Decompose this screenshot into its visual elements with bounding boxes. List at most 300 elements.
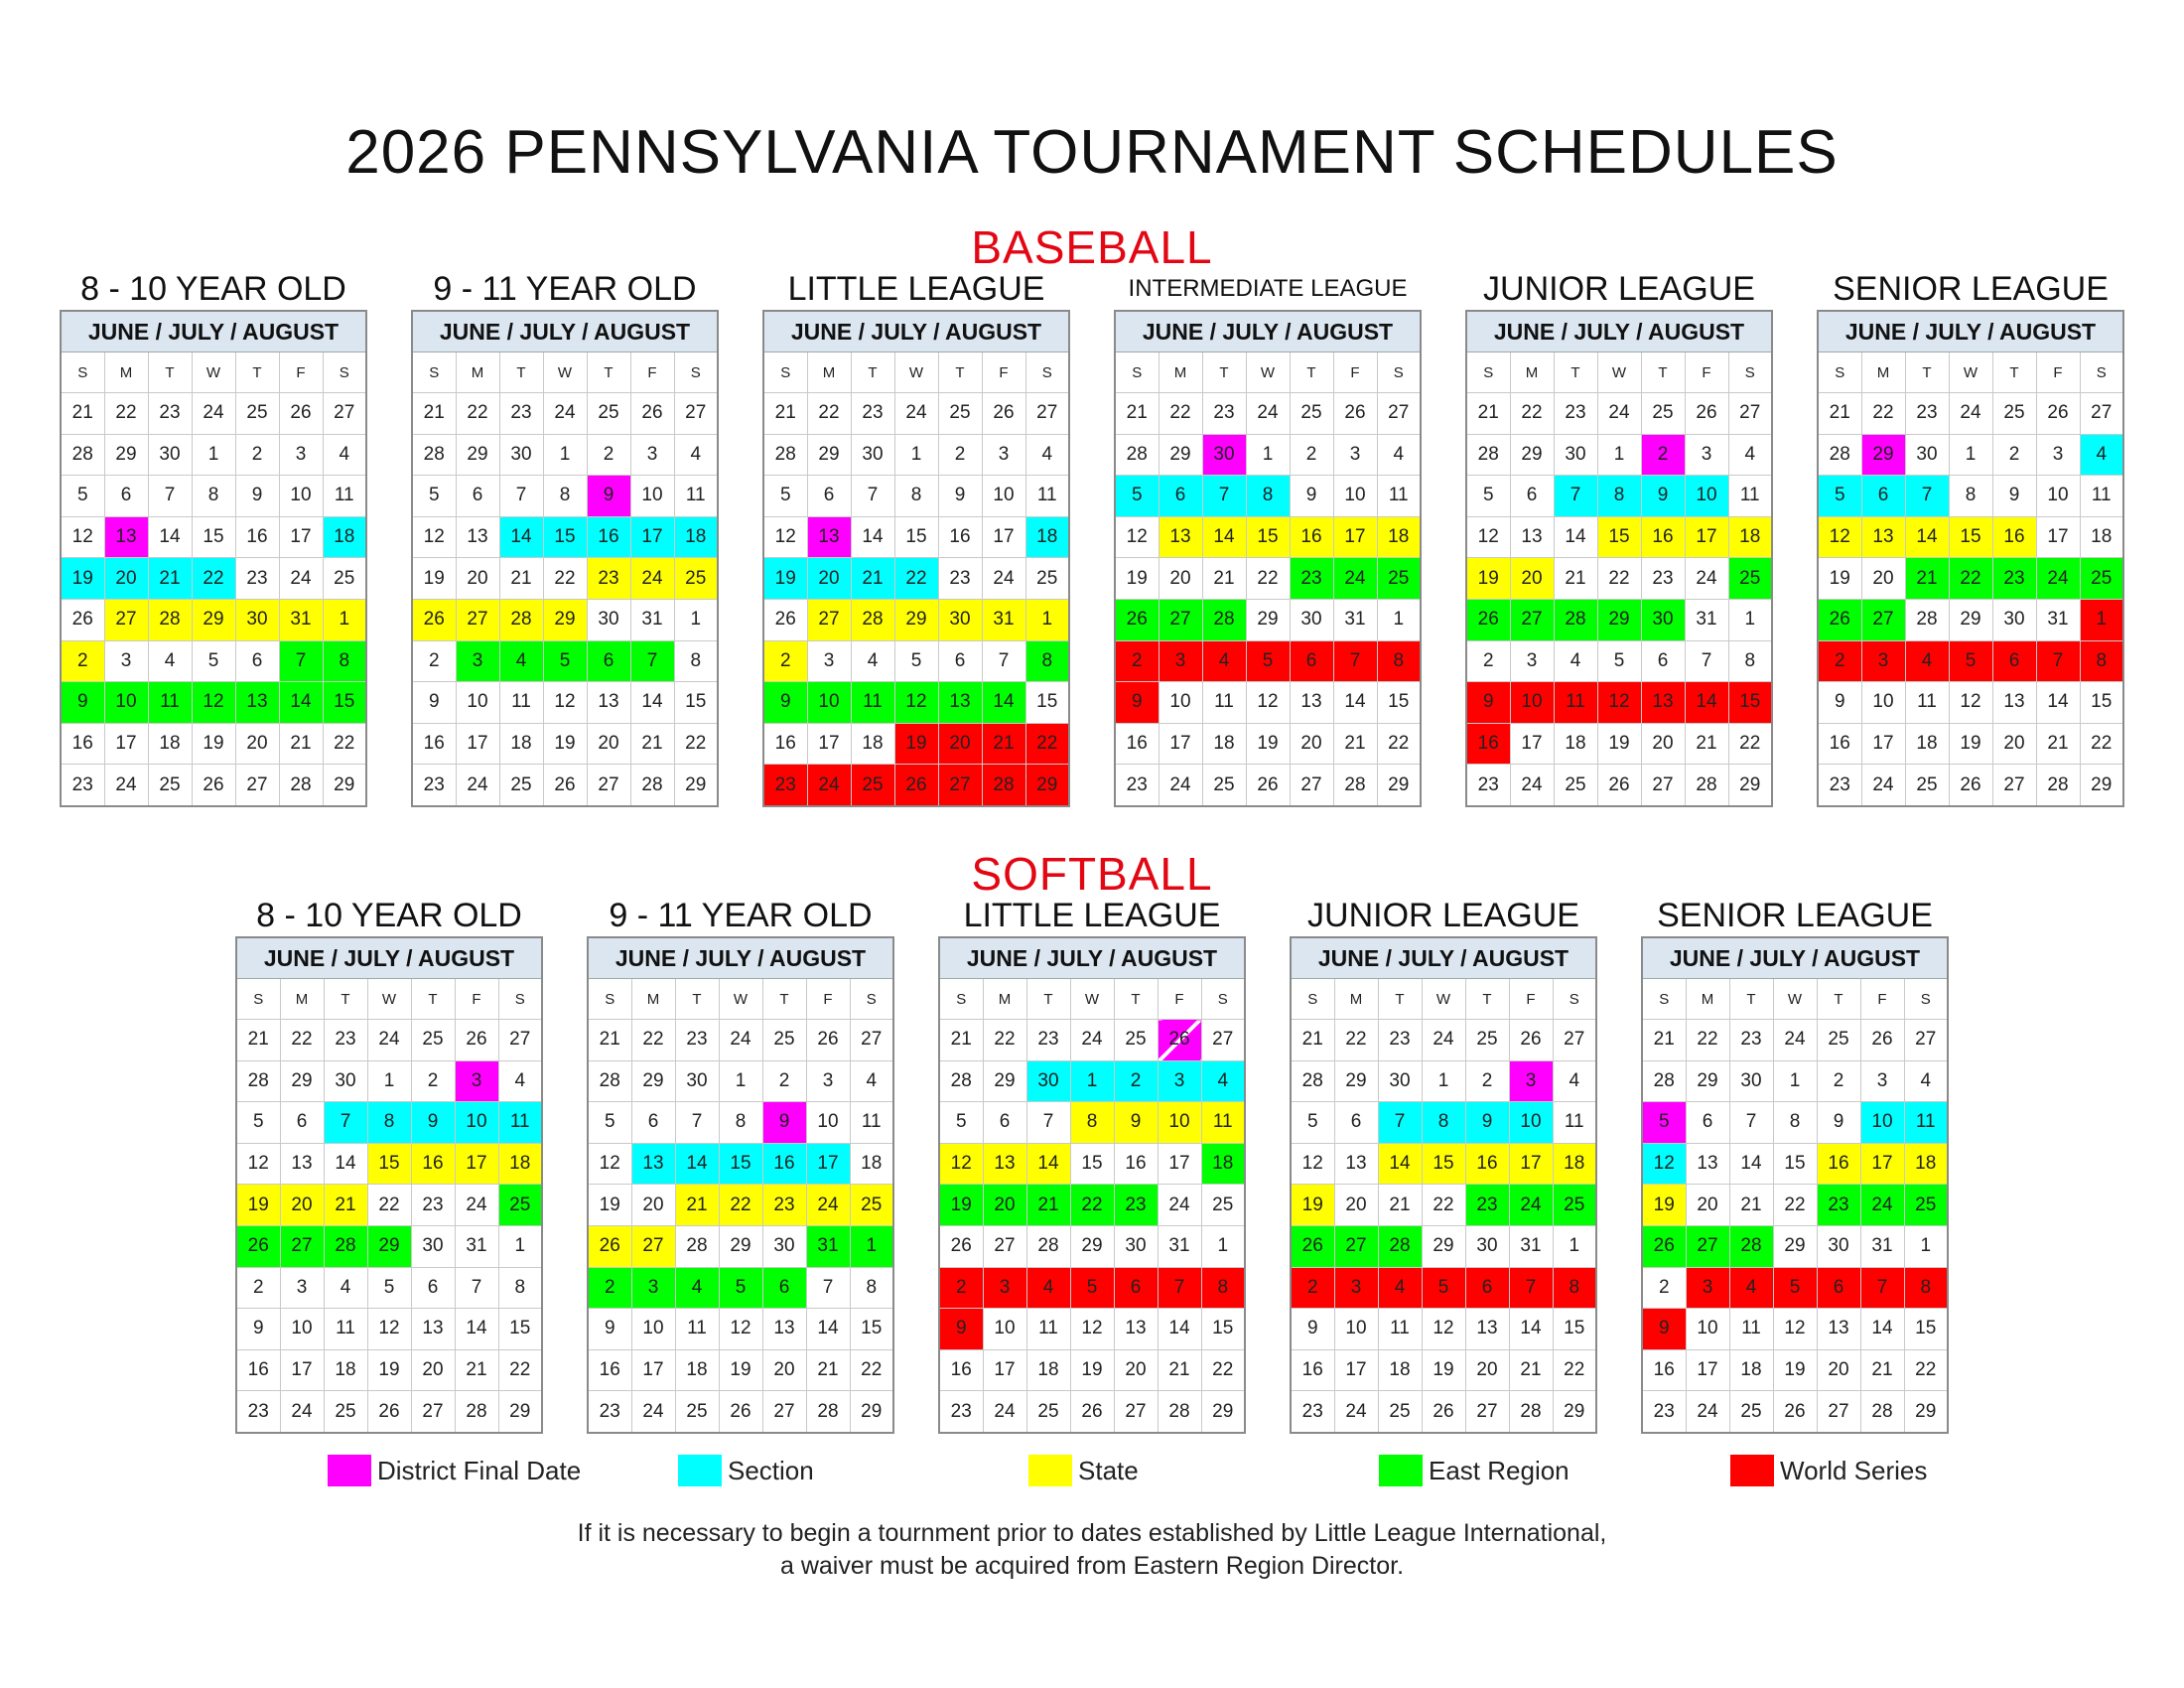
calendar-day-cell: 8: [1773, 1102, 1817, 1144]
calendar-day-cell: 22: [631, 1020, 675, 1061]
calendar-day-cell: 8: [1201, 1267, 1245, 1309]
legend-label: District Final Date: [377, 1455, 582, 1485]
calendar-day-cell: 8: [1597, 476, 1641, 517]
calendar-week-row: [763, 765, 1069, 806]
weekday-label: M: [983, 979, 1026, 1020]
calendar-day-cell: 30: [851, 434, 894, 476]
calendar-day-cell: 14: [1378, 1143, 1422, 1185]
calendar-day-cell: 6: [1641, 640, 1685, 682]
calendar-day-cell: 17: [1159, 723, 1202, 765]
calendar-day-cell: 29: [456, 434, 499, 476]
calendar-day-cell: 2: [412, 640, 456, 682]
calendar-day-cell: 24: [894, 393, 938, 435]
weekday-label: F: [1685, 352, 1728, 393]
calendar-day-cell: 23: [762, 1185, 806, 1226]
legend-label: Section: [728, 1455, 814, 1485]
calendar-day-cell: 27: [1025, 393, 1069, 435]
calendar-day-cell: 14: [499, 516, 543, 558]
calendar-day-cell: 21: [1158, 1349, 1201, 1391]
calendar-day-cell: 21: [1466, 393, 1510, 435]
weekday-label: T: [499, 352, 543, 393]
weekday-label: W: [894, 352, 938, 393]
calendar-week-row: [588, 1185, 893, 1226]
calendar-day-cell: 30: [235, 599, 279, 640]
weekday-label: S: [939, 979, 983, 1020]
calendar-day-cell: 26: [192, 765, 235, 806]
softball-calendars: [0, 895, 2184, 1434]
weekday-label: T: [851, 352, 894, 393]
calendar-day-cell: 26: [588, 1225, 631, 1267]
calendar-day-cell: 16: [1291, 1349, 1334, 1391]
legend-item: [1730, 1455, 1927, 1486]
calendar-day-cell: 2: [763, 640, 807, 682]
calendar-day-cell: 10: [455, 1102, 498, 1144]
calendar-day-cell: 27: [674, 393, 718, 435]
calendar-day-cell: 20: [1290, 723, 1333, 765]
baseball-calendar: [411, 268, 719, 807]
calendar-day-cell: 12: [894, 682, 938, 724]
calendar-day-cell: 18: [499, 723, 543, 765]
calendar-day-cell: 18: [1728, 516, 1772, 558]
calendar-day-cell: 19: [894, 723, 938, 765]
calendar-day-cell: 15: [1246, 516, 1290, 558]
calendar-day-cell: 5: [1818, 476, 1861, 517]
calendar-day-cell: 14: [1202, 516, 1246, 558]
calendar-day-cell: 31: [2036, 599, 2080, 640]
calendar-day-cell: 4: [1729, 1267, 1773, 1309]
calendar-day-cell: 24: [1334, 1391, 1378, 1433]
baseball-calendar: [1817, 268, 2124, 807]
calendar-week-row: [1642, 1102, 1948, 1144]
calendar-day-cell: 5: [192, 640, 235, 682]
calendar-day-cell: 13: [807, 516, 851, 558]
calendar-day-cell: 21: [588, 1020, 631, 1061]
calendar-day-cell: 10: [456, 682, 499, 724]
calendar-day-cell: 10: [807, 682, 851, 724]
calendar-day-cell: 29: [104, 434, 148, 476]
calendar-day-cell: 31: [1333, 599, 1377, 640]
calendar-day-cell: 14: [851, 516, 894, 558]
calendar-day-cell: 1: [1773, 1060, 1817, 1102]
calendar-day-cell: 6: [807, 476, 851, 517]
calendar-week-row: [1291, 1185, 1596, 1226]
calendar-day-cell: 24: [456, 765, 499, 806]
calendar-day-cell: 24: [1686, 1391, 1729, 1433]
calendar-day-cell: 7: [1554, 476, 1597, 517]
calendar-day-cell: 15: [719, 1143, 762, 1185]
calendar-day-cell: 26: [939, 1225, 983, 1267]
calendar-day-cell: 28: [1554, 599, 1597, 640]
calendar-week-row: [939, 1309, 1245, 1350]
calendar-day-cell: 13: [104, 516, 148, 558]
calendar-day-cell: 13: [762, 1309, 806, 1350]
calendar-day-cell: 4: [148, 640, 192, 682]
calendar-day-cell: 27: [1510, 599, 1554, 640]
weekday-label: F: [806, 979, 850, 1020]
calendar-day-cell: 13: [1114, 1309, 1158, 1350]
calendar-week-row: [236, 1143, 542, 1185]
calendar-day-cell: 23: [1465, 1185, 1509, 1226]
calendar-day-cell: 18: [323, 516, 366, 558]
calendar-day-cell: 30: [1202, 434, 1246, 476]
calendar-day-cell: 23: [1291, 1391, 1334, 1433]
calendar-day-cell: 21: [1642, 1020, 1686, 1061]
calendar-week-row: [1291, 1060, 1596, 1102]
calendar-day-cell: 31: [1158, 1225, 1201, 1267]
calendar-day-cell: 28: [324, 1225, 367, 1267]
calendar-day-cell: 28: [236, 1060, 280, 1102]
weekday-label: T: [1378, 979, 1422, 1020]
calendar-day-cell: 27: [631, 1225, 675, 1267]
calendar-day-cell: 26: [367, 1391, 411, 1433]
calendar-week-row: [1466, 476, 1772, 517]
calendar-day-cell: 15: [1422, 1143, 1465, 1185]
calendar-day-cell: 8: [1904, 1267, 1948, 1309]
calendar-day-cell: 26: [61, 599, 104, 640]
weekday-label: M: [807, 352, 851, 393]
calendar-week-row: [412, 558, 718, 600]
calendar-day-cell: 16: [1290, 516, 1333, 558]
calendar-table: [1817, 310, 2124, 807]
calendar-day-cell: 5: [1597, 640, 1641, 682]
calendar-day-cell: 25: [1201, 1185, 1245, 1226]
calendar-day-cell: 10: [630, 476, 674, 517]
calendar-day-cell: 24: [1860, 1185, 1904, 1226]
calendar-week-row: [1115, 640, 1421, 682]
calendar-day-cell: 27: [104, 599, 148, 640]
calendar-week-row: [1291, 1349, 1596, 1391]
calendar-day-cell: 3: [1334, 1267, 1378, 1309]
calendar-day-cell: 22: [1686, 1020, 1729, 1061]
calendar-day-cell: 21: [279, 723, 323, 765]
calendar-day-cell: 24: [1949, 393, 1992, 435]
legend-swatch: [1028, 1455, 1072, 1486]
calendar-month-header: JUNE / JULY / AUGUST: [236, 937, 542, 979]
calendar-week-row: [1642, 1267, 1948, 1309]
calendar-day-cell: 23: [588, 1391, 631, 1433]
weekday-label: T: [1905, 352, 1949, 393]
calendar-day-cell: 28: [499, 599, 543, 640]
calendar-day-cell: 22: [1773, 1185, 1817, 1226]
calendar-day-cell: 21: [499, 558, 543, 600]
calendar-day-cell: 18: [1905, 723, 1949, 765]
calendar-day-cell: 2: [1641, 434, 1685, 476]
calendar-week-row: [412, 640, 718, 682]
calendar-day-cell: 12: [939, 1143, 983, 1185]
calendar-day-cell: 24: [1159, 765, 1202, 806]
calendar-day-cell: 11: [324, 1309, 367, 1350]
calendar-day-cell: 30: [1641, 599, 1685, 640]
calendar-day-cell: 25: [1905, 765, 1949, 806]
calendar-day-cell: 22: [1025, 723, 1069, 765]
calendar-day-cell: 26: [1422, 1391, 1465, 1433]
calendar-day-cell: 28: [630, 765, 674, 806]
calendar-day-cell: 31: [1509, 1225, 1553, 1267]
calendar-day-cell: 29: [2080, 765, 2123, 806]
calendar-day-cell: 2: [1115, 640, 1159, 682]
weekday-label: W: [1773, 979, 1817, 1020]
calendar-day-cell: 28: [939, 1060, 983, 1102]
calendar-day-cell: 20: [1334, 1185, 1378, 1226]
calendar-day-cell: 29: [850, 1391, 893, 1433]
calendar-day-cell: 1: [1949, 434, 1992, 476]
calendar-day-cell: 22: [674, 723, 718, 765]
calendar-day-cell: 17: [456, 723, 499, 765]
calendar-day-cell: 25: [1641, 393, 1685, 435]
calendar-day-cell: 21: [675, 1185, 719, 1226]
calendar-day-cell: 16: [1115, 723, 1159, 765]
calendar-day-cell: 17: [1334, 1349, 1378, 1391]
calendar-day-cell: 27: [1641, 765, 1685, 806]
calendar-day-cell: 21: [455, 1349, 498, 1391]
calendar-day-cell: 27: [1817, 1391, 1860, 1433]
calendar-day-cell: 15: [2080, 682, 2123, 724]
calendar-day-cell: 7: [279, 640, 323, 682]
calendar-day-cell: 27: [1728, 393, 1772, 435]
calendar-month-header: JUNE / JULY / AUGUST: [61, 311, 366, 352]
calendar-day-cell: 15: [1773, 1143, 1817, 1185]
calendar-day-cell: 23: [235, 558, 279, 600]
calendar-day-cell: 3: [631, 1267, 675, 1309]
calendar-day-cell: 5: [236, 1102, 280, 1144]
calendar-day-cell: 10: [1860, 1102, 1904, 1144]
calendar-table: [60, 310, 367, 807]
calendar-day-cell: 7: [806, 1267, 850, 1309]
calendar-day-cell: 24: [1158, 1185, 1201, 1226]
calendar-day-cell: 29: [1070, 1225, 1114, 1267]
calendar-day-cell: 24: [1246, 393, 1290, 435]
calendar-day-cell: 23: [587, 558, 630, 600]
calendar-day-cell: 30: [499, 434, 543, 476]
calendar-day-cell: 22: [367, 1185, 411, 1226]
calendar-day-cell: 28: [1860, 1391, 1904, 1433]
waiver-note-line-1: If it is necessary to begin a tournment prior to dates established by Little League International,: [577, 1519, 1607, 1547]
calendar-day-cell: 4: [1904, 1060, 1948, 1102]
calendar-day-cell: 2: [1291, 1267, 1334, 1309]
calendar-day-cell: 19: [412, 558, 456, 600]
calendar-week-row: [1818, 682, 2123, 724]
calendar-day-cell: 8: [543, 476, 587, 517]
calendar-day-cell: 26: [1291, 1225, 1334, 1267]
weekday-label: S: [1115, 352, 1159, 393]
calendar-day-cell: 11: [1202, 682, 1246, 724]
calendar-day-cell: 12: [1949, 682, 1992, 724]
calendar-day-cell: 12: [1466, 516, 1510, 558]
calendar-table: [1641, 936, 1949, 1434]
calendar-day-cell: 12: [412, 516, 456, 558]
calendar-month-header: JUNE / JULY / AUGUST: [588, 937, 893, 979]
calendar-week-row: [61, 640, 366, 682]
weekday-label: S: [1025, 352, 1069, 393]
calendar-day-cell: 27: [1159, 599, 1202, 640]
calendar-day-cell: 9: [235, 476, 279, 517]
calendar-day-cell: 4: [1728, 434, 1772, 476]
calendar-week-row: [236, 1060, 542, 1102]
calendar-day-cell: 6: [456, 476, 499, 517]
calendar-day-cell: 27: [1201, 1020, 1245, 1061]
calendar-day-cell: 21: [939, 1020, 983, 1061]
calendar-day-cell: 27: [456, 599, 499, 640]
calendar-week-row: [939, 1020, 1245, 1061]
calendar-day-cell: 1: [2080, 599, 2123, 640]
calendar-day-cell: 25: [235, 393, 279, 435]
calendar-day-cell: 3: [455, 1060, 498, 1102]
calendar-day-cell: 24: [280, 1391, 324, 1433]
calendar-day-cell: 3: [1509, 1060, 1553, 1102]
calendar-day-cell: 29: [807, 434, 851, 476]
calendar-day-cell: 11: [323, 476, 366, 517]
calendar-day-cell: 8: [850, 1267, 893, 1309]
calendar-day-cell: 5: [763, 476, 807, 517]
calendar-day-cell: 29: [674, 765, 718, 806]
calendar-day-cell: 1: [498, 1225, 542, 1267]
calendar-day-cell: 2: [1465, 1060, 1509, 1102]
calendar-day-cell: 19: [1642, 1185, 1686, 1226]
calendar-day-cell: 8: [1949, 476, 1992, 517]
weekday-label: T: [1026, 979, 1070, 1020]
calendar-day-cell: 12: [236, 1143, 280, 1185]
calendar-week-row: [1466, 640, 1772, 682]
calendar-day-cell: 25: [1290, 393, 1333, 435]
calendar-week-row: [1818, 723, 2123, 765]
calendar-day-cell: 18: [498, 1143, 542, 1185]
calendar-day-cell: 20: [983, 1185, 1026, 1226]
calendar-day-cell: 6: [587, 640, 630, 682]
calendar-day-cell: 22: [192, 558, 235, 600]
calendar-day-cell: 17: [1860, 1143, 1904, 1185]
calendar-title: 9 - 11 YEAR OLD: [609, 897, 873, 934]
calendar-day-cell: 6: [1114, 1267, 1158, 1309]
calendar-day-cell: 21: [763, 393, 807, 435]
calendar-week-row: [1818, 393, 2123, 435]
calendar-week-row: [1466, 516, 1772, 558]
calendar-day-cell: 21: [1509, 1349, 1553, 1391]
legend-swatch: [1379, 1455, 1423, 1486]
calendar-day-cell: 17: [1509, 1143, 1553, 1185]
calendar-week-row: [236, 1225, 542, 1267]
calendar-day-cell: 23: [1992, 558, 2036, 600]
weekday-label: S: [1728, 352, 1772, 393]
calendar-day-cell: 27: [1686, 1225, 1729, 1267]
calendar-day-cell: 24: [543, 393, 587, 435]
calendar-day-cell: 13: [983, 1143, 1026, 1185]
calendar-week-row: [1115, 682, 1421, 724]
calendar-week-row: [1642, 1225, 1948, 1267]
calendar-day-cell: 29: [1597, 599, 1641, 640]
calendar-day-cell: 25: [675, 1391, 719, 1433]
calendar-week-row: [939, 1391, 1245, 1433]
calendar-day-cell: 15: [323, 682, 366, 724]
calendar-day-cell: 1: [1070, 1060, 1114, 1102]
calendar-day-cell: 28: [806, 1391, 850, 1433]
calendar-day-cell: 4: [323, 434, 366, 476]
calendar-day-cell: 9: [1114, 1102, 1158, 1144]
calendar-day-cell: 22: [983, 1020, 1026, 1061]
calendar-day-cell: 29: [1686, 1060, 1729, 1102]
page-title: 2026 PENNSYLVANIA TOURNAMENT SCHEDULES: [345, 118, 1839, 187]
calendar-day-cell: 3: [1510, 640, 1554, 682]
calendar-day-cell: 15: [1025, 682, 1069, 724]
calendar-day-cell: 9: [588, 1309, 631, 1350]
calendar-day-cell: 13: [1686, 1143, 1729, 1185]
calendar-day-cell: 30: [324, 1060, 367, 1102]
softball-calendar: [938, 895, 1246, 1434]
calendar-day-cell: 14: [1509, 1309, 1553, 1350]
calendar-day-cell: 19: [763, 558, 807, 600]
calendar-week-row: [763, 640, 1069, 682]
calendar-table: [411, 310, 719, 807]
calendar-day-cell: 24: [1597, 393, 1641, 435]
calendar-day-cell: 10: [1685, 476, 1728, 517]
weekday-label: M: [1159, 352, 1202, 393]
calendar-day-cell: 26: [1642, 1225, 1686, 1267]
calendar-day-cell: 26: [630, 393, 674, 435]
calendar-day-cell: 26: [894, 765, 938, 806]
calendar-day-cell: 7: [675, 1102, 719, 1144]
calendar-day-cell: 28: [1202, 599, 1246, 640]
calendar-day-cell: 25: [148, 765, 192, 806]
baseball-calendar: [1465, 268, 1773, 807]
calendar-day-cell: 11: [850, 1102, 893, 1144]
calendar-day-cell: 20: [807, 558, 851, 600]
calendar-day-cell: 12: [1422, 1309, 1465, 1350]
weekday-label: T: [1290, 352, 1333, 393]
calendar-day-cell: 5: [719, 1267, 762, 1309]
calendar-day-cell: 27: [1290, 765, 1333, 806]
calendar-day-cell: 21: [1554, 558, 1597, 600]
calendar-day-cell: 9: [762, 1102, 806, 1144]
calendar-day-cell: 16: [1465, 1143, 1509, 1185]
calendar-day-cell: 25: [498, 1185, 542, 1226]
calendar-day-cell: 2: [1290, 434, 1333, 476]
legend-item: [1028, 1455, 1139, 1486]
weekday-label: M: [104, 352, 148, 393]
calendar-day-cell: 29: [1025, 765, 1069, 806]
calendar-day-cell: 5: [1773, 1267, 1817, 1309]
calendar-day-cell: 7: [1860, 1267, 1904, 1309]
calendar-table: [938, 936, 1246, 1434]
calendar-month-header: JUNE / JULY / AUGUST: [1466, 311, 1772, 352]
calendar-day-cell: 10: [806, 1102, 850, 1144]
calendar-day-cell: 25: [1025, 558, 1069, 600]
calendar-day-cell: 12: [1246, 682, 1290, 724]
calendar-day-cell: 23: [61, 765, 104, 806]
calendar-day-cell: 29: [1861, 434, 1905, 476]
calendar-day-cell: 26: [1773, 1391, 1817, 1433]
calendar-day-cell: 19: [1422, 1349, 1465, 1391]
calendar-day-cell: 6: [1510, 476, 1554, 517]
weekday-label: F: [1860, 979, 1904, 1020]
calendar-day-cell: 12: [367, 1309, 411, 1350]
calendar-day-cell: 8: [894, 476, 938, 517]
calendar-day-cell: 9: [938, 476, 982, 517]
calendar-day-cell: 25: [1553, 1185, 1596, 1226]
calendar-day-cell: 24: [1509, 1185, 1553, 1226]
calendar-day-cell: 29: [894, 599, 938, 640]
calendar-day-cell: 30: [938, 599, 982, 640]
calendar-week-row: [763, 558, 1069, 600]
calendar-day-cell: 24: [983, 1391, 1026, 1433]
calendar-day-cell: 11: [1728, 476, 1772, 517]
calendar-week-row: [61, 476, 366, 517]
calendar-day-cell: 13: [280, 1143, 324, 1185]
calendar-day-cell: 11: [1904, 1102, 1948, 1144]
calendar-day-cell: 30: [587, 599, 630, 640]
legend-swatch: [1730, 1455, 1774, 1486]
calendar-week-row: [1115, 723, 1421, 765]
calendar-day-cell: 30: [1817, 1225, 1860, 1267]
calendar-day-cell: 19: [1070, 1349, 1114, 1391]
